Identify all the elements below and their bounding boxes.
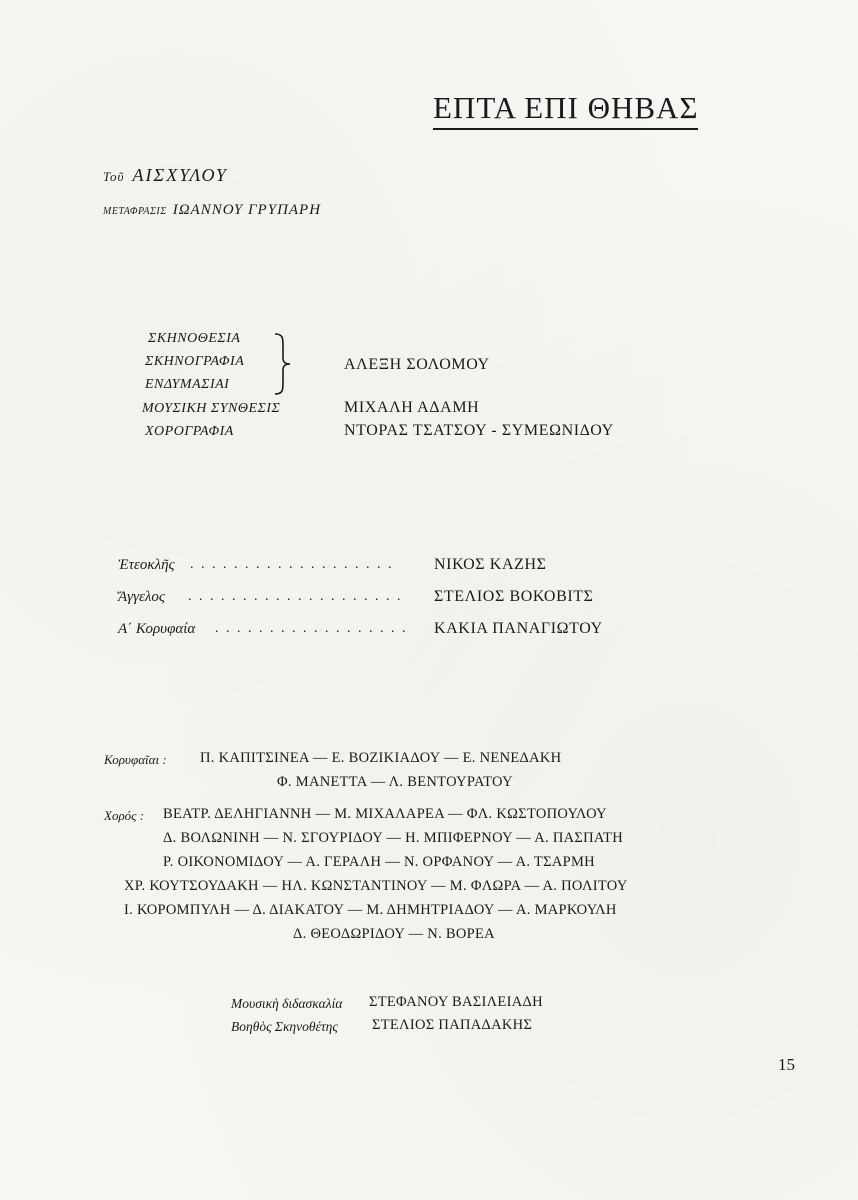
cast-actor-panagiotou: ΚΑΚΙΑ ΠΑΝΑΓΙΩΤΟΥ — [434, 620, 603, 637]
koryphaiai-line-2: Φ. ΜΑΝΕΤΤΑ — Λ. ΒΕΝΤΟΥΡΑΤΟΥ — [277, 774, 513, 790]
credit-name-tsatsou: ΝΤΟΡΑΣ ΤΣΑΤΣΟΥ - ΣΥΜΕΩΝΙΔΟΥ — [344, 422, 614, 439]
brace-icon — [272, 332, 294, 396]
credit-role-costumes: ΕΝΔΥΜΑΣΙΑΙ — [145, 377, 230, 392]
chorus-label: Χορός : — [104, 808, 145, 823]
author-prefix: Τοῦ — [103, 169, 125, 184]
credit-role-direction: ΣΚΗΝΟΘΕΣΙΑ — [148, 331, 241, 346]
chorus-line-2: Δ. ΒΟΛΩΝΙΝΗ — Ν. ΣΓΟΥΡΙΔΟΥ — Η. ΜΠΙΦΕΡΝΟΥ — Α. ΠΑΣΠΑΤΗ — [163, 830, 623, 846]
staff-name-vasileiadi: ΣΤΕΦΑΝΟΥ ΒΑΣΙΛΕΙΑΔΗ — [369, 994, 543, 1010]
chorus-line-5: Ι. ΚΟΡΟΜΠΥΛΗ — Δ. ΔΙΑΚΑΤΟΥ — Μ. ΔΗΜΗΤΡΙΑΔΟΥ — Α. ΜΑΡΚΟΥΛΗ — [124, 902, 617, 918]
cast-dots: . . . . . . . . . . . . . . . . . . . . — [188, 589, 403, 604]
chorus-line-1: ΒΕΑΤΡ. ΔΕΛΗΓΙΑΝΝΗ — Μ. ΜΙΧΑΛΑΡΕΑ — ΦΛ. ΚΩΣΤΟΠΟΥΛΟΥ — [163, 806, 607, 822]
credit-role-set-design: ΣΚΗΝΟΓΡΑΦΙΑ — [145, 354, 245, 369]
chorus-line-4: ΧΡ. ΚΟΥΤΣΟΥΔΑΚΗ — ΗΛ. ΚΩΝΣΤΑΝΤΙΝΟΥ — Μ. ΦΛΩΡΑ — Α. ΠΟΛΙΤΟΥ — [124, 878, 628, 894]
page-number: 15 — [778, 1055, 795, 1074]
cast-actor-vokovits: ΣΤΕΛΙΟΣ ΒΟΚΟΒΙΤΣ — [434, 588, 594, 605]
page-title: ΕΠΤΑ ΕΠΙ ΘΗΒΑΣ — [433, 90, 698, 130]
chorus-line-3: Ρ. ΟΙΚΟΝΟΜΙΔΟΥ — Α. ΓΕΡΑΛΗ — Ν. ΟΡΦΑΝΟΥ — Α. ΤΣΑΡΜΗ — [163, 854, 595, 870]
staff-role-music-instruction: Μουσικὴ διδασκαλία — [231, 996, 343, 1011]
staff-name-papadakis: ΣΤΕΛΙΟΣ ΠΑΠΑΔΑΚΗΣ — [372, 1017, 533, 1033]
credit-name-adami: ΜΙΧΑΛΗ ΑΔΑΜΗ — [344, 399, 480, 416]
cast-role-first-koryphaia: Α΄ Κορυφαία — [118, 621, 196, 637]
author-name: ΑΙΣΧΥΛΟΥ — [132, 165, 228, 185]
credit-role-music: ΜΟΥΣΙΚΗ ΣΥΝΘΕΣΙΣ — [142, 401, 281, 416]
cast-dots: . . . . . . . . . . . . . . . . . . . — [190, 557, 394, 572]
cast-actor-kazis: ΝΙΚΟΣ ΚΑΖΗΣ — [434, 556, 547, 573]
credit-role-choreography: ΧΟΡΟΓΡΑΦΙΑ — [145, 424, 234, 439]
credit-name-solomou: ΑΛΕΞΗ ΣΟΛΟΜΟΥ — [344, 356, 490, 373]
translator-prefix: ΜΕΤΑΦΡΑΣΙΣ — [103, 206, 167, 217]
cast-role-messenger: Ἄγγελος — [118, 589, 165, 605]
cast-role-eteocles: Ἐτεοκλῆς — [118, 557, 175, 573]
cast-dots: . . . . . . . . . . . . . . . . . . — [215, 621, 408, 636]
translator-name: ΙΩΑΝΝΟΥ ΓΡΥΠΑΡΗ — [172, 202, 322, 218]
koryphaiai-line-1: Π. ΚΑΠΙΤΣΙΝΕΑ — Ε. ΒΟΖΙΚΙΑΔΟΥ — Ε. ΝΕΝΕΔΑΚΗ — [200, 750, 562, 766]
koryphaiai-label: Κορυφαῖαι : — [104, 752, 167, 767]
translator-line — [103, 201, 321, 219]
chorus-line-6: Δ. ΘΕΟΔΩΡΙΔΟΥ — Ν. ΒΟΡΕΑ — [293, 926, 495, 942]
author-line — [103, 165, 228, 186]
staff-role-assistant-director: Βοηθὸς Σκηνοθέτης — [231, 1019, 338, 1034]
